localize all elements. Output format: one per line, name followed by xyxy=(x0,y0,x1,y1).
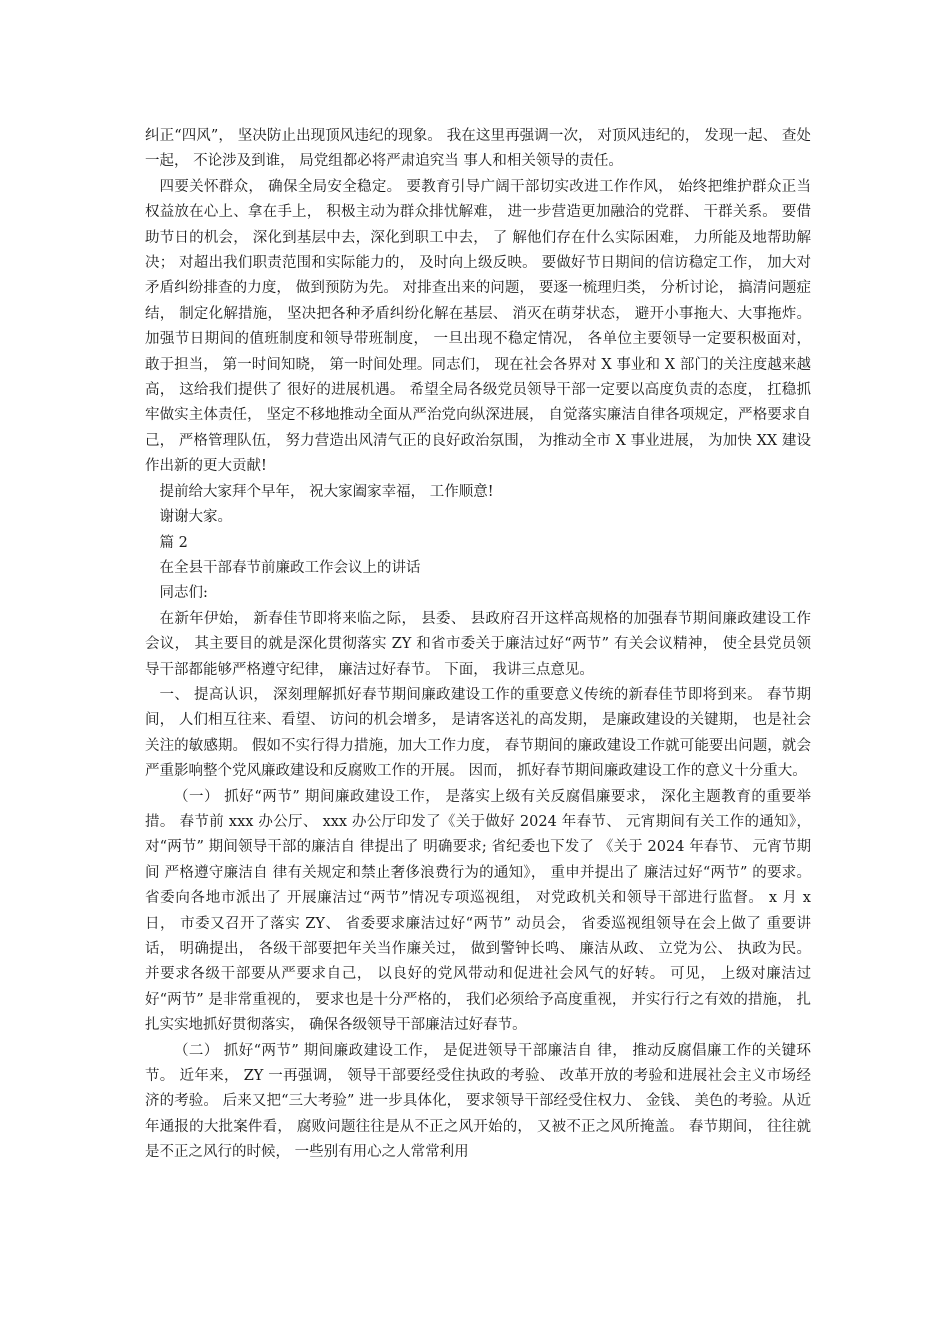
paragraph-section-1: 一、 提高认识， 深刻理解抓好春节期间廉政建设工作的重要意义传统的新春佳节即将到来。 春节期间， 人们相互往来、看望、 访问的机会增多， 是请客送礼的高发期， 是廉政建设的关键期， 也是社会关注的敏感期。 假如不实行得力措施，加大工作力度， 春节期间的廉政建设工作就可能要出问题，就会严重影响整个党风廉政建设和反腐败工作的开展。 因而， 抓好春节期间廉政建设工作的意义十分重大。 xyxy=(145,686,811,780)
paragraph-intro: 在新年伊始， 新春佳节即将来临之际， 县委、 县政府召开这样高规格的加强春节期间廉政建设工作会议， 其主要目的就是深化贯彻落实 ZY 和省市委关于廉洁过好“两节” 有关会议精神， 使全县党员领导干部都能够严格遵守纪律， 廉洁过好春节。 下面， 我讲三点意见。 xyxy=(145,610,811,678)
paragraph-2: 四要关怀群众， 确保全局安全稳定。 要教育引导广阔干部切实改进工作作风， 始终把维护群众正当权益放在心上、拿在手上， 积极主动为群众排忧解难， 进一步营造更加融洽的党群、 干群关系。 要借助节日的机会， 深化到基层中去，深化到职工中去， 了 解他们存在什么实际困难， 力所能及地帮助解决； 对超出我们职责范围和实际能力的， 及时向上级反映。 要做好节日期间的信访稳定工作， 加大对矛盾纠纷排查的力度， 做到预防为先。 对排查出来的问题， 要逐一梳理归类， 分析讨论， 搞清问题症结， 制定化解措施， 坚决把各种矛盾纠纷化解在基层、 消灭在萌芽状态， 避开小事拖大、大事拖炸。 加强节日期间的值班制度和领导带班制度， 一旦出现不稳定情况， 各单位主要领导一定要积极面对， 敢于担当， 第一时间知晓， 第一时间处理。同志们， 现在社会各界对 X 事业和 X 部门的关注度越来越高， 这给我们提供了 很好的进展机遇。 希望全局各级党员领导干部一定要以高度负责的态度， 扛稳抓牢做实主体责任， 坚定不移地推动全面从严治党向纵深进展， 自觉落实廉洁自律各项规定，严格要求自己， 严格管理队伍， 努力营造出风清气正的良好政治氛围， 为推动全市 X 事业进展， 为加快 XX 建设作出新的更大贡献! xyxy=(145,178,811,475)
salutation: 同志们: xyxy=(159,585,208,602)
paragraph-4: 谢谢大家。 xyxy=(159,509,232,526)
section-label: 篇 2 xyxy=(159,534,188,551)
document-page xyxy=(145,124,811,1166)
paragraph-subsection-2: （二） 抓好“两节” 期间廉政建设工作， 是促进领导干部廉洁自 律， 推动反腐倡廉工作的关键环节。 近年来， ZY 一再强调， 领导干部要经受住执政的考验、 改革开放的考验和进展社会主义市场经济的考验。 后来又把“三大考验” 进一步具体化， 要求领导干部经受住权力、 金钱、 美色的考验。从近年通报的大批案件看， 腐败问题往往是从不正之风开始的， 又被不正之风所掩盖。 春节期间， 往往就是不正之风行的时候， 一些别有用心之人常常利用 xyxy=(145,1042,811,1161)
paragraph-subsection-1: （一） 抓好“两节” 期间廉政建设工作， 是落实上级有关反腐倡廉要求， 深化主题教育的重要举措。 春节前 xxx 办公厅、 xxx 办公厅印发了《关于做好 2024 年春节、 元宵期间有关工作的通知》， 对“两节” 期间领导干部的廉洁自 律提出了 明确要求; 省纪委也下发了 《关于 2024 年春节、 元宵节期间 严格遵守廉洁自 律有关规定和禁止奢侈浪费行为的通知》， 重申并提出了 廉洁过好“两节” 的要求。 省委向各地市派出了 开展廉洁过“两节”情况专项巡视组， 对党政机关和领导干部进行监督。 x 月 x 日， 市委又召开了落实 ZY、 省委要求廉洁过好“两节” 动员会， 省委巡视组领导在会上做了 重要讲话， 明确提出， 各级干部要把年关当作廉关过， 做到警钟长鸣、 廉洁从政、 立党为公、 执政为民。 并要求各级干部要从严要求自己， 以良好的党风带动和促进社会风气的好转。 可见， 上级对廉洁过好“两节” 是非常重视的， 要求也是十分严格的， 我们必须给予高度重视， 并实行行之有效的措施， 扎扎实实地抓好贯彻落实， 确保各级领导干部廉洁过好春节。 xyxy=(145,788,811,1034)
paragraph-3: 提前给大家拜个早年， 祝大家阖家幸福， 工作顺意! xyxy=(159,483,494,500)
paragraph-1: 纠正“四风”， 坚决防止出现顶风违纪的现象。 我在这里再强调一次， 对顶风违纪的， 发现一起、 查处一起， 不论涉及到谁， 局党组都必将严肃追究当 事人和相关领导的责任。 xyxy=(145,128,811,170)
speech-title: 在全县干部春节前廉政工作会议上的讲话 xyxy=(159,559,421,576)
